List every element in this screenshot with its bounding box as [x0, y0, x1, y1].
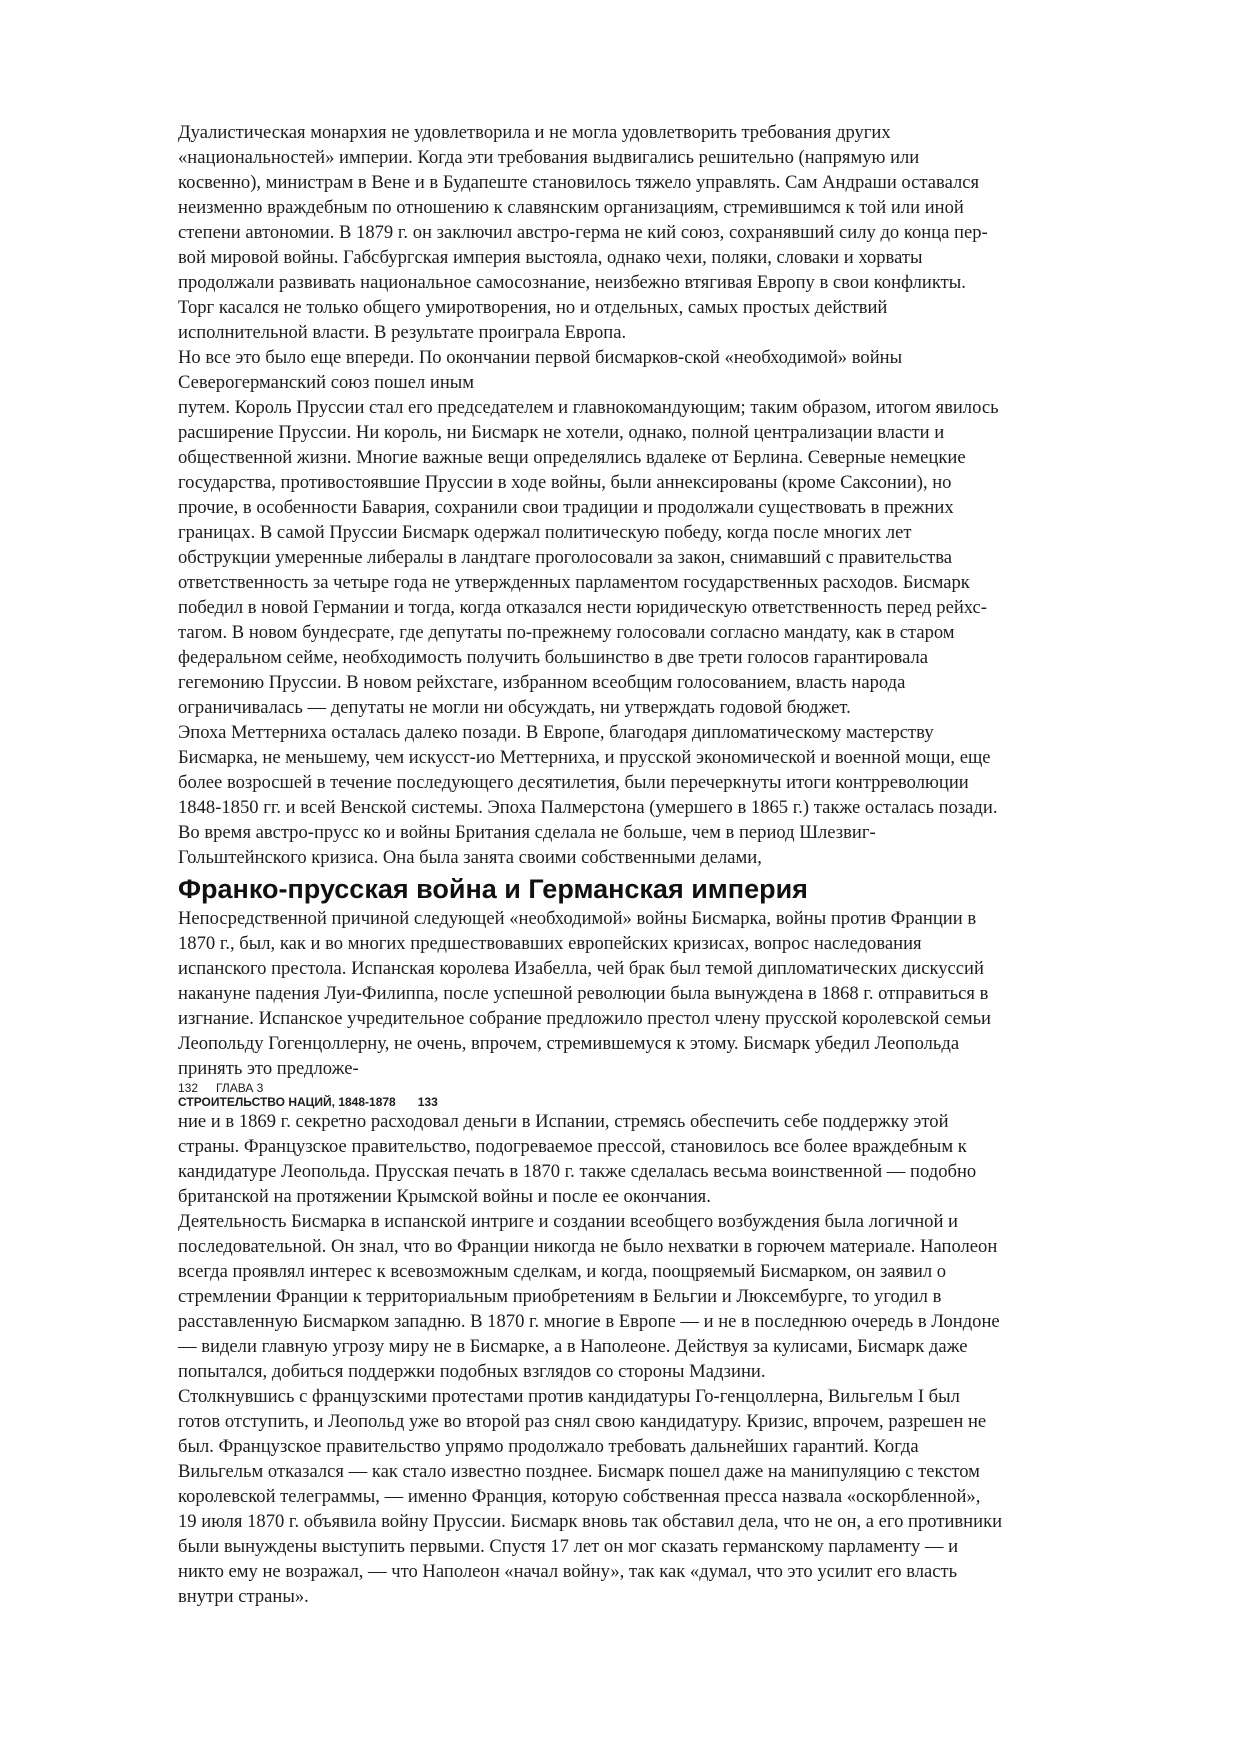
text-line: прочие, в особенности Бавария, сохранили свои традиции и продолжали существовать в прежних — [178, 497, 954, 518]
text-line: Дуалистическая монархия не удовлетворила и не могла удовлетворить требования других — [178, 122, 891, 143]
paragraph-war-declaration — [178, 1384, 1178, 1609]
text-line: никто ему не возражал, — что Наполеон «начал войну», так как «думал, что это усилит его власть — [178, 1561, 958, 1582]
text-line: Эпоха Меттерниха осталась далеко позади. В Европе, благодаря дипломатическому мастерству — [178, 722, 934, 743]
text-line: продолжали развивать национальное самосознание, неизбежно втягивая Европу в свои конфликты. — [178, 272, 966, 293]
text-line: 19 июля 1870 г. объявила войну Пруссии. Бисмарк вновь так обставил дела, что не он, а его противники — [178, 1511, 1003, 1532]
text-line: вой мировой войны. Габсбургская империя выстояла, однако чехи, поляки, словаки и хорваты — [178, 247, 923, 268]
text-line: попытался, добиться поддержки подобных взглядов со стороны Мадзини. — [178, 1361, 766, 1382]
text-line: расставленную Бисмарком западню. В 1870 г. многие в Европе — и не в последнюю очередь в Лондоне — [178, 1311, 1000, 1332]
text-line: обструкции умеренные либералы в ландтаге проголосовали за закон, снимавший с правительства — [178, 547, 953, 568]
page-header-right — [178, 1095, 1178, 1109]
text-line: — видели главную угрозу миру не в Бисмарке, а в Наполеоне. Действуя за кулисами, Бисмарк даже — [178, 1336, 968, 1357]
text-line: принять это предложе- — [178, 1058, 359, 1079]
text-line: страны. Французское правительство, подогреваемое прессой, становилось все более враждебным к — [178, 1136, 967, 1157]
text-line: гегемонию Пруссии. В новом рейхстаге, избранном всеобщим голосованием, власть народа — [178, 672, 906, 693]
chapter-label: ГЛАВА 3 — [216, 1081, 264, 1095]
text-line: общественной жизни. Многие важные вещи определялись вдалеке от Берлина. Северные немецкие — [178, 447, 966, 468]
text-line: федеральном сейме, необходимость получить большинство в две трети голосов гарантировала — [178, 647, 929, 668]
text-line: последовательной. Он знал, что во Франции никогда не было нехватки в горючем материале. Наполеон — [178, 1236, 998, 1257]
page-header-left — [178, 1081, 1178, 1095]
page-number: 132 — [178, 1081, 199, 1095]
text-line: испанского престола. Испанская королева Изабелла, чей брак был темой дипломатических дискуссий — [178, 958, 984, 979]
paragraph-metternich-era — [178, 720, 1178, 870]
text-line: Бисмарка, не меньшему, чем искусст-ио Меттерниха, и прусской экономической и военной мощи, еще — [178, 747, 991, 768]
text-line: расширение Пруссии. Ни король, ни Бисмарк не хотели, однако, полной централизации власти и — [178, 422, 945, 443]
text-line: ограничивалась — депутаты не могли ни обсуждать, ни утверждать годовой бюджет. — [178, 697, 851, 718]
text-line: «национальностей» империи. Когда эти требования выдвигались решительно (напрямую или — [178, 147, 920, 168]
text-line: был. Французское правительство упрямо продолжало требовать дальнейших гарантий. Когда — [178, 1436, 919, 1457]
running-title: СТРОИТЕЛЬСТВО НАЦИЙ, 1848-1878 — [178, 1095, 396, 1109]
text-line: тагом. В новом бундесрате, где депутаты по-прежнему голосовали согласно мандату, как в старом — [178, 622, 955, 643]
text-line: Непосредственной причиной следующей «необходимой» войны Бисмарка, войны против Франции в — [178, 908, 977, 929]
text-line: степени автономии. В 1879 г. он заключил австро-герма не кий союз, сохранявший силу до конца пер- — [178, 222, 988, 243]
text-line: Гольштейнского кризиса. Она была занята своими собственными делами, — [178, 847, 762, 868]
text-line: косвенно), министрам в Вене и в Будапеште становилось тяжело управлять. Сам Андраши оставался — [178, 172, 980, 193]
paragraph-dual-monarchy — [178, 120, 1178, 345]
text-line: Леопольду Гогенцоллерну, не очень, впрочем, стремившемуся к этому. Бисмарк убедил Леопольда — [178, 1033, 960, 1054]
text-line: более возросшей в течение последующего десятилетия, были перечеркнуты итоги контрреволюции — [178, 772, 969, 793]
paragraph-spanish-throne — [178, 906, 1178, 1081]
text-line: Торг касался не только общего умиротворения, но и отдельных, самых простых действий — [178, 297, 888, 318]
text-line: внутри страны». — [178, 1586, 309, 1607]
document-body — [178, 120, 1178, 1609]
text-line: путем. Король Пруссии стал его председателем и главнокомандующим; таким образом, итогом явилось — [178, 397, 999, 418]
text-line: Во время австро-прусс ко и войны Британия сделала не больше, чем в период Шлезвиг- — [178, 822, 876, 843]
text-line: Столкнувшись с французскими протестами против кандидатуры Го-генцоллерна, Вильгельм I был — [178, 1386, 960, 1407]
text-line: победил в новой Германии и тогда, когда отказался нести юридическую ответственность перед рейхс- — [178, 597, 987, 618]
paragraph-north-german-union — [178, 345, 1178, 720]
text-line: изгнание. Испанское учредительное собрание предложило престол члену прусской королевской семьи — [178, 1008, 992, 1029]
text-line: Но все это было еще впереди. По окончании первой бисмарков-ской «необходимой» войны — [178, 347, 903, 368]
text-line: государства, противостоявшие Пруссии в ходе войны, были аннексированы (кроме Саксонии), но — [178, 472, 952, 493]
text-line: Вильгельм отказался — как стало известно позднее. Бисмарк пошел даже на манипуляцию с текстом — [178, 1461, 980, 1482]
text-line: кандидатуре Леопольда. Прусская печать в 1870 г. также сделалась весьма воинственной — подобно — [178, 1161, 977, 1182]
text-line: исполнительной власти. В результате проиграла Европа. — [178, 322, 627, 343]
text-line: неизменно враждебным по отношению к славянским организациям, стремившимся к той или иной — [178, 197, 964, 218]
text-line: 1870 г., был, как и во многих предшествовавших европейских кризисах, вопрос наследования — [178, 933, 922, 954]
text-line: Северогерманский союз пошел иным — [178, 372, 475, 393]
text-line: британской на протяжении Крымской войны и после ее окончания. — [178, 1186, 711, 1207]
text-line: готов отступить, и Леопольд уже во второй раз снял свою кандидатуру. Кризис, впрочем, разрешен не — [178, 1411, 987, 1432]
text-line: ответственность за четыре года не утвержденных парламентом государственных расходов. Бисмарк — [178, 572, 970, 593]
text-line: королевской телеграммы, — именно Франция, которую собственная пресса назвала «оскорбленной», — [178, 1486, 981, 1507]
text-line: границах. В самой Пруссии Бисмарк одержал политическую победу, когда после многих лет — [178, 522, 912, 543]
page-number: 133 — [417, 1095, 438, 1109]
text-line: Деятельность Бисмарка в испанской интриге и создании всеобщего возбуждения была логичной и — [178, 1211, 959, 1232]
text-line: 1848-1850 гг. и всей Венской системы. Эпоха Палмерстона (умершего в 1865 г.) также осталась позади. — [178, 797, 998, 818]
paragraph-leopold-candidacy — [178, 1109, 1178, 1209]
text-line: ние и в 1869 г. секретно расходовал деньги в Испании, стремясь обеспечить себе поддержку этой — [178, 1111, 949, 1132]
paragraph-bismarck-intrigue — [178, 1209, 1178, 1384]
text-line: всегда проявлял интерес к всевозможным сделкам, и когда, поощряемый Бисмарком, он заявил о — [178, 1261, 947, 1282]
section-heading: Франко-прусская война и Германская империя — [178, 874, 808, 904]
text-line: стремлении Франции к территориальным приобретениям в Бельгии и Люксембурге, то угодил в — [178, 1286, 942, 1307]
text-line: были вынуждены выступить первыми. Спустя 17 лет он мог сказать германскому парламенту — и — [178, 1536, 959, 1557]
text-line: накануне падения Луи-Филиппа, после успешной революции была вынуждена в 1868 г. отправиться в — [178, 983, 989, 1004]
